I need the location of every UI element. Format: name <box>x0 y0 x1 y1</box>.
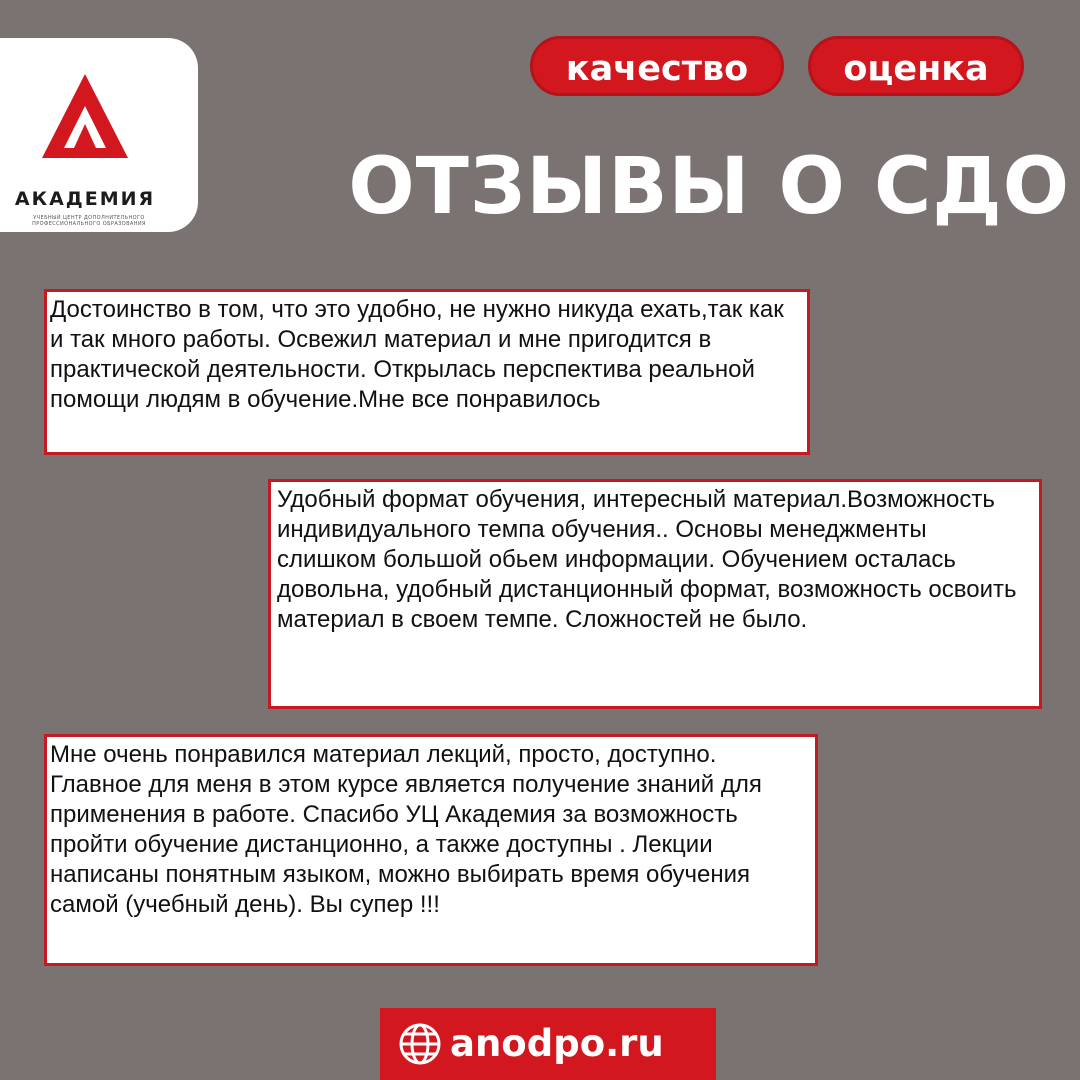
website-link[interactable] <box>380 1008 716 1080</box>
academy-logo-icon <box>40 72 130 162</box>
tag-quality: качество <box>530 36 784 96</box>
review-card-3: Мне очень понравился материал лекций, просто, доступно. Главное для меня в этом курсе является получение знаний для применения в работе. Спасибо УЦ Академия за возможность пройти обучение дистанционно, а также доступны . Лекции написаны понятным языком, можно выбирать время обучения самой (учебный день). Вы супер !!! <box>44 734 818 966</box>
globe-icon <box>398 1022 442 1066</box>
review-card-2: Удобный формат обучения, интересный материал.Возможность индивидуального темпа обучения.. Основы менеджменты слишком большой обьем информации. Обучением осталась довольна, удобный дистанционный формат, возможность освоить материал в своем темпе. Сложностей не было. <box>268 479 1042 709</box>
logo-subtitle: УЧЕБНЫЙ ЦЕНТР ДОПОЛНИТЕЛЬНОГО ПРОФЕССИОНАЛЬНОГО ОБРАЗОВАНИЯ <box>32 215 146 227</box>
page-title: ОТЗЫВЫ О СДО <box>348 142 1070 232</box>
logo-card <box>0 38 198 232</box>
website-url[interactable]: anodpo.ru <box>450 1022 664 1065</box>
logo-name: АКАДЕМИЯ <box>14 188 156 210</box>
review-card-1: Достоинство в том, что это удобно, не нужно никуда ехать,так как и так много работы. Освежил материал и мне пригодится в практической деятельности. Открылась перспектива реальной помощи людям в обучение.Мне все понравилось <box>44 289 810 455</box>
tag-rating: оценка <box>808 36 1024 96</box>
